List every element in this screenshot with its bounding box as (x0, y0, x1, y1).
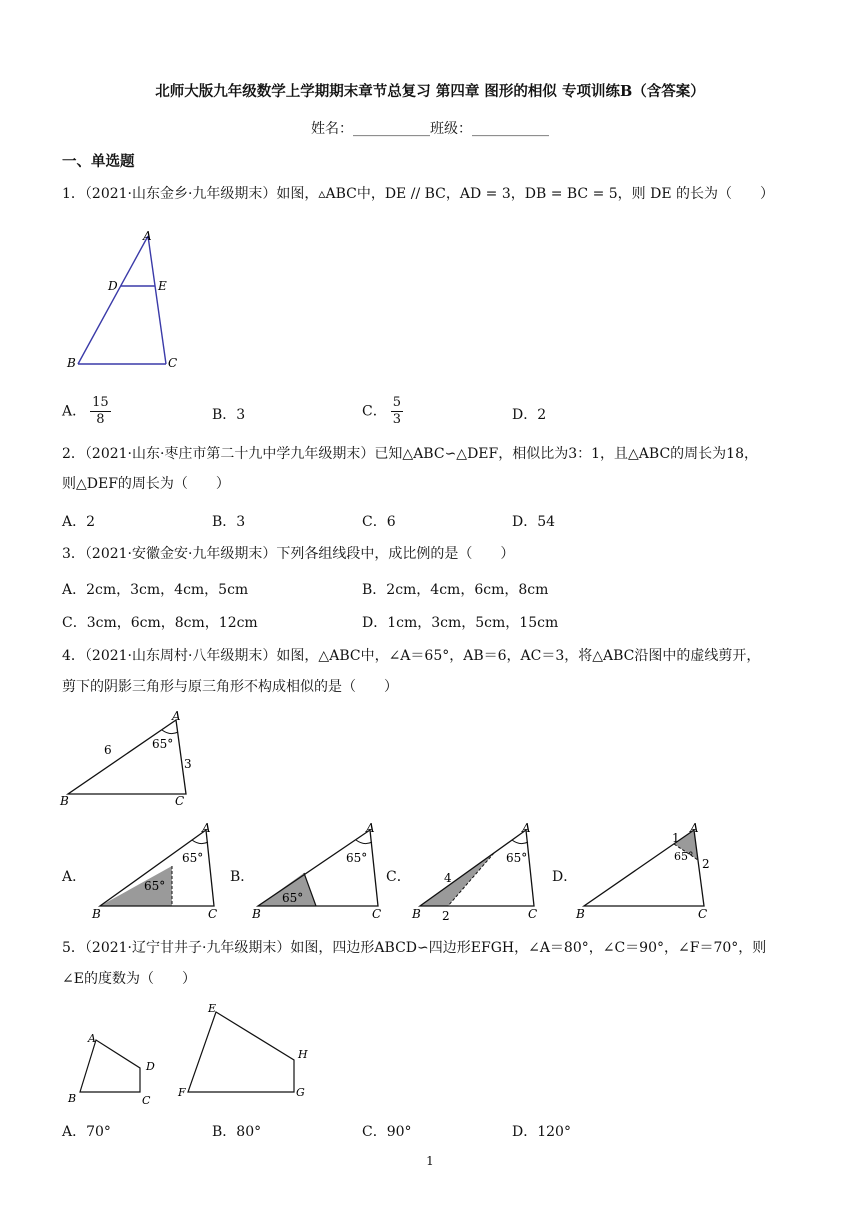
q4c-label-2: 2 (442, 909, 450, 922)
q5-option-c[interactable]: C．90° (362, 1124, 412, 1140)
page-number: 1 (426, 1154, 434, 1168)
svg-text:C: C (372, 907, 382, 921)
section-heading: 一、单选题 (62, 153, 135, 170)
svg-text:B: B (576, 907, 585, 921)
fig5-label-c: C (142, 1094, 151, 1107)
svg-text:65°: 65° (346, 851, 368, 865)
q2-option-a[interactable]: A．2 (62, 514, 96, 530)
svg-text:A: A (366, 821, 375, 835)
q3-option-c[interactable]: C．3cm，6cm，8cm，12cm (62, 615, 258, 631)
question-1-figure (62, 228, 192, 374)
fig4-label-3: 3 (184, 757, 192, 771)
q1-option-c-fraction: $\frac{5}{3}$ (392, 395, 401, 427)
q1-option-a-label: A． (62, 403, 87, 420)
question-5-figure (62, 998, 322, 1108)
svg-text:65°: 65° (282, 891, 304, 905)
q1-option-a-fraction: $\frac{15}{8}$ (92, 395, 109, 427)
fig5-label-e: E (208, 1002, 217, 1015)
q4-option-a[interactable]: A． (62, 869, 87, 885)
q4c-label-4: 4 (444, 871, 452, 885)
q4-option-b-figure (252, 818, 392, 922)
question-5-line-1: 5．（2021·辽宁甘井子·九年级期末）如图，四边形ABCD∽四边形EFGH，∠A＝80°，∠C＝90°，∠F＝70°，则 (62, 940, 767, 956)
fig5-label-f: F (178, 1086, 186, 1099)
svg-text:65°: 65° (674, 850, 694, 863)
q4-option-d-figure (574, 818, 724, 922)
q1-option-c[interactable] (362, 395, 403, 428)
svg-text:C: C (208, 907, 218, 921)
q1-option-a[interactable] (62, 395, 111, 428)
svg-text:C: C (528, 907, 538, 921)
fig1-label-d: D (108, 279, 118, 293)
q4-option-a-figure (88, 818, 228, 922)
name-class-line: 姓名：___________班级：___________ (311, 121, 549, 137)
question-3-text: 3．（2021·安徽金安·九年级期末）下列各组线段中，成比例的是（ ） (62, 546, 515, 562)
fig1-label-b: B (67, 356, 76, 370)
fig5-label-h: H (298, 1048, 308, 1061)
svg-text:B: B (252, 907, 261, 921)
fig1-label-c: C (168, 356, 178, 370)
q3-option-b[interactable]: B．2cm，4cm，6cm，8cm (362, 582, 549, 598)
fig5-label-a: A (88, 1032, 96, 1045)
fig4-label-b: B (60, 794, 69, 808)
question-5-line-2: ∠E的度数为（ ） (62, 971, 196, 987)
q3-option-a[interactable]: A．2cm，3cm，4cm，5cm (62, 582, 249, 598)
q4-option-b[interactable]: B． (230, 869, 255, 885)
svg-text:A: A (522, 821, 531, 835)
q3-option-d[interactable]: D．1cm，3cm，5cm，15cm (362, 615, 559, 631)
question-4-main-figure (58, 708, 208, 808)
svg-text:B: B (92, 907, 101, 921)
fig5-label-d: D (146, 1060, 155, 1073)
question-4-line-2: 剪下的阴影三角形与原三角形不构成相似的是（ ） (62, 679, 398, 695)
q2-option-d[interactable]: D．54 (512, 514, 556, 530)
question-1-text: 1．（2021·山东金乡·九年级期末）如图，▵ABC中，DE // BC，AD = 3，DB = BC = 5，则 DE 的长为（ ） (62, 186, 775, 202)
page-title: 北师大版九年级数学上学期期末章节总复习 第四章 图形的相似 专项训练B（含答案） (155, 83, 705, 100)
svg-text:B: B (412, 907, 421, 921)
question-4-line-1: 4．（2021·山东周村·八年级期末）如图，△ABC中，∠A＝65°，AB＝6，AC＝3，将△ABC沿图中的虚线剪开， (62, 648, 761, 664)
svg-text:A: A (202, 821, 211, 835)
fig4-label-c: C (175, 794, 185, 808)
question-2-line-1: 2．（2021·山东·枣庄市第二十九中学九年级期末）已知△ABC∽△DEF，相似比为3：1，且△ABC的周长为18， (62, 446, 758, 462)
fig4-label-6: 6 (104, 743, 112, 757)
q4-option-d[interactable]: D． (552, 869, 578, 885)
q5-option-d[interactable]: D．120° (512, 1124, 571, 1140)
svg-text:65°: 65° (182, 851, 204, 865)
fig4-label-a: A (172, 709, 181, 723)
q1-option-b[interactable]: B．3 (212, 407, 246, 423)
q5-option-b[interactable]: B．80° (212, 1124, 262, 1140)
fig4-label-65: 65° (152, 737, 174, 751)
q2-option-b[interactable]: B．3 (212, 514, 246, 530)
fig5-label-g: G (296, 1086, 305, 1099)
q4-option-c[interactable]: C． (386, 869, 411, 885)
svg-text:65°: 65° (506, 851, 528, 865)
svg-text:A: A (690, 821, 699, 835)
fig5-label-b: B (68, 1092, 77, 1105)
q2-option-c[interactable]: C．6 (362, 514, 396, 530)
q1-option-c-label: C． (362, 403, 387, 420)
svg-text:C: C (698, 907, 708, 921)
q4a-angle-label: 65° (144, 879, 166, 893)
fig1-label-a: A (143, 229, 152, 243)
q4d-label-2: 2 (702, 857, 710, 871)
q4d-label-1: 1 (672, 831, 680, 845)
fig1-label-e: E (158, 279, 167, 293)
question-2-line-2: 则△DEF的周长为（ ） (62, 476, 230, 492)
q5-option-a[interactable]: A．70° (62, 1124, 111, 1140)
q4-option-c-figure (408, 818, 548, 922)
q1-option-d[interactable]: D．2 (512, 407, 547, 423)
